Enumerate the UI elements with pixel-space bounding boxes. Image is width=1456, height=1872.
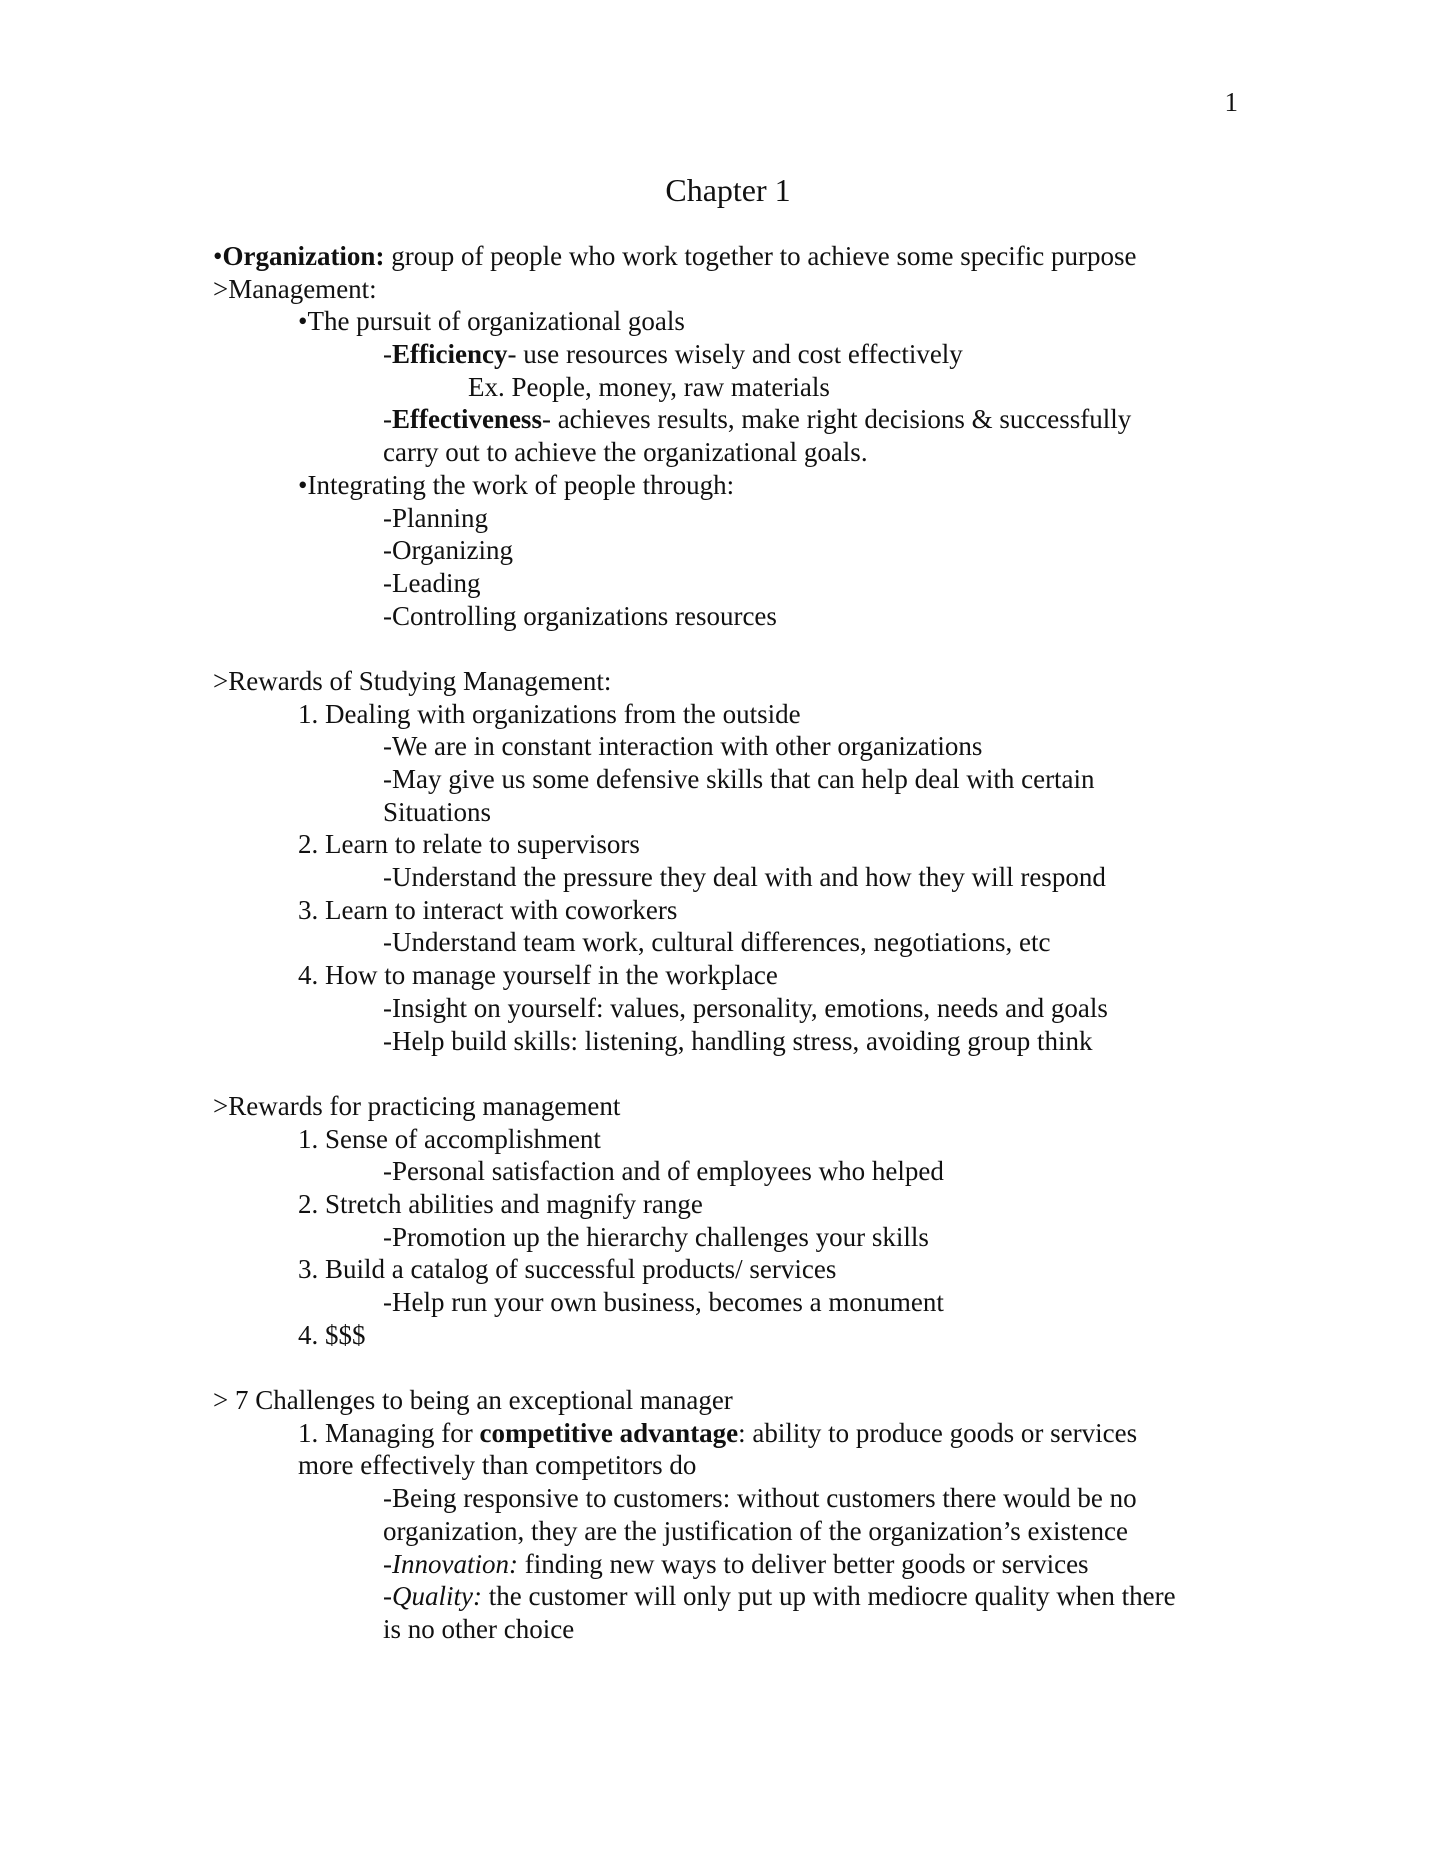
effectiveness-text: - achieves results, make right decisions & successfully (541, 404, 1132, 435)
list-subitem: -Help build skills: listening, handling stress, avoiding group think (383, 1025, 1093, 1056)
list-subitem: -Promotion up the hierarchy challenges your skills (383, 1221, 929, 1252)
dash: - (383, 404, 392, 435)
function-planning: -Planning (383, 502, 488, 533)
list-item: 1. Sense of accomplishment (298, 1123, 601, 1154)
spacer (213, 1351, 1253, 1384)
list-subitem: -We are in constant interaction with other organizations (383, 731, 983, 762)
challenges-heading: > 7 Challenges to being an exceptional manager (213, 1385, 733, 1416)
organization-definition (213, 240, 1253, 273)
efficiency-text: - use resources wisely and cost effectively (507, 339, 963, 370)
management-heading: >Management: (213, 273, 377, 304)
quality-text: the customer will only put up with mediocre quality when there (481, 1581, 1176, 1612)
quality-line (213, 1580, 1253, 1613)
bullet: • (213, 241, 223, 271)
list-subitem: -Help run your own business, becomes a monument (383, 1287, 944, 1317)
dash: - (383, 339, 392, 370)
challenge-item (213, 1417, 1253, 1450)
list-item: 1. Dealing with organizations from the outside (298, 698, 801, 729)
effectiveness-continuation: carry out to achieve the organizational goals. (383, 437, 868, 468)
term-competitive-advantage: competitive advantage (479, 1417, 739, 1448)
challenge-item-continuation: more effectively than competitors do (298, 1450, 697, 1481)
function-leading: -Leading (383, 567, 481, 598)
spacer (213, 1057, 1253, 1090)
list-subitem: -Understand team work, cultural differences, negotiations, etc (383, 927, 1051, 958)
definition-text: group of people who work together to achieve some specific purpose (384, 241, 1137, 271)
list-item: 4. $$$ (298, 1319, 366, 1350)
list-subitem: -Personal satisfaction and of employees who helped (383, 1156, 944, 1187)
innovation-text: finding new ways to deliver better goods or services (517, 1548, 1089, 1579)
management-integrating: •Integrating the work of people through: (298, 469, 735, 500)
document-body (213, 240, 1253, 1646)
list-subitem: -Being responsive to customers: without customers there would be no (383, 1483, 1137, 1514)
list-item: 4. How to manage yourself in the workplace (298, 960, 778, 991)
quality-continuation: is no other choice (383, 1613, 575, 1644)
list-subitem: -Insight on yourself: values, personality, emotions, needs and goals (383, 992, 1108, 1023)
list-subitem-continuation: organization, they are the justification of the organization’s existence (383, 1515, 1129, 1546)
list-subitem-continuation: Situations (383, 796, 492, 827)
term-effectiveness: Effectiveness (392, 404, 542, 435)
list-subitem: -Understand the pressure they deal with and how they will respond (383, 862, 1106, 893)
term-efficiency: Efficiency (392, 339, 508, 370)
efficiency-example: Ex. People, money, raw materials (468, 371, 830, 402)
function-organizing: -Organizing (383, 535, 513, 566)
list-item: 3. Build a catalog of successful products/ services (298, 1254, 837, 1285)
page-number: 1 (1224, 87, 1238, 117)
effectiveness-line (213, 403, 1253, 436)
spacer (213, 632, 1253, 665)
rewards-practicing-heading: >Rewards for practicing management (213, 1090, 621, 1121)
management-pursuit: •The pursuit of organizational goals (298, 306, 685, 337)
rewards-studying-heading: >Rewards of Studying Management: (213, 665, 612, 696)
function-controlling: -Controlling organizations resources (383, 600, 777, 631)
list-subitem: -May give us some defensive skills that can help deal with certain (383, 764, 1095, 794)
efficiency-line (213, 338, 1253, 371)
page-title: Chapter 1 (665, 172, 791, 208)
term-quality: -Quality: (383, 1581, 482, 1612)
list-item: 3. Learn to interact with coworkers (298, 894, 678, 925)
challenge-prefix: 1. Managing for (298, 1417, 480, 1448)
innovation-line (213, 1548, 1253, 1581)
term-innovation: -Innovation: (383, 1548, 518, 1579)
term-organization: Organization: (222, 241, 385, 271)
list-item: 2. Learn to relate to supervisors (298, 829, 640, 860)
challenge-text: : ability to produce goods or services (738, 1417, 1138, 1448)
list-item: 2. Stretch abilities and magnify range (298, 1188, 703, 1219)
